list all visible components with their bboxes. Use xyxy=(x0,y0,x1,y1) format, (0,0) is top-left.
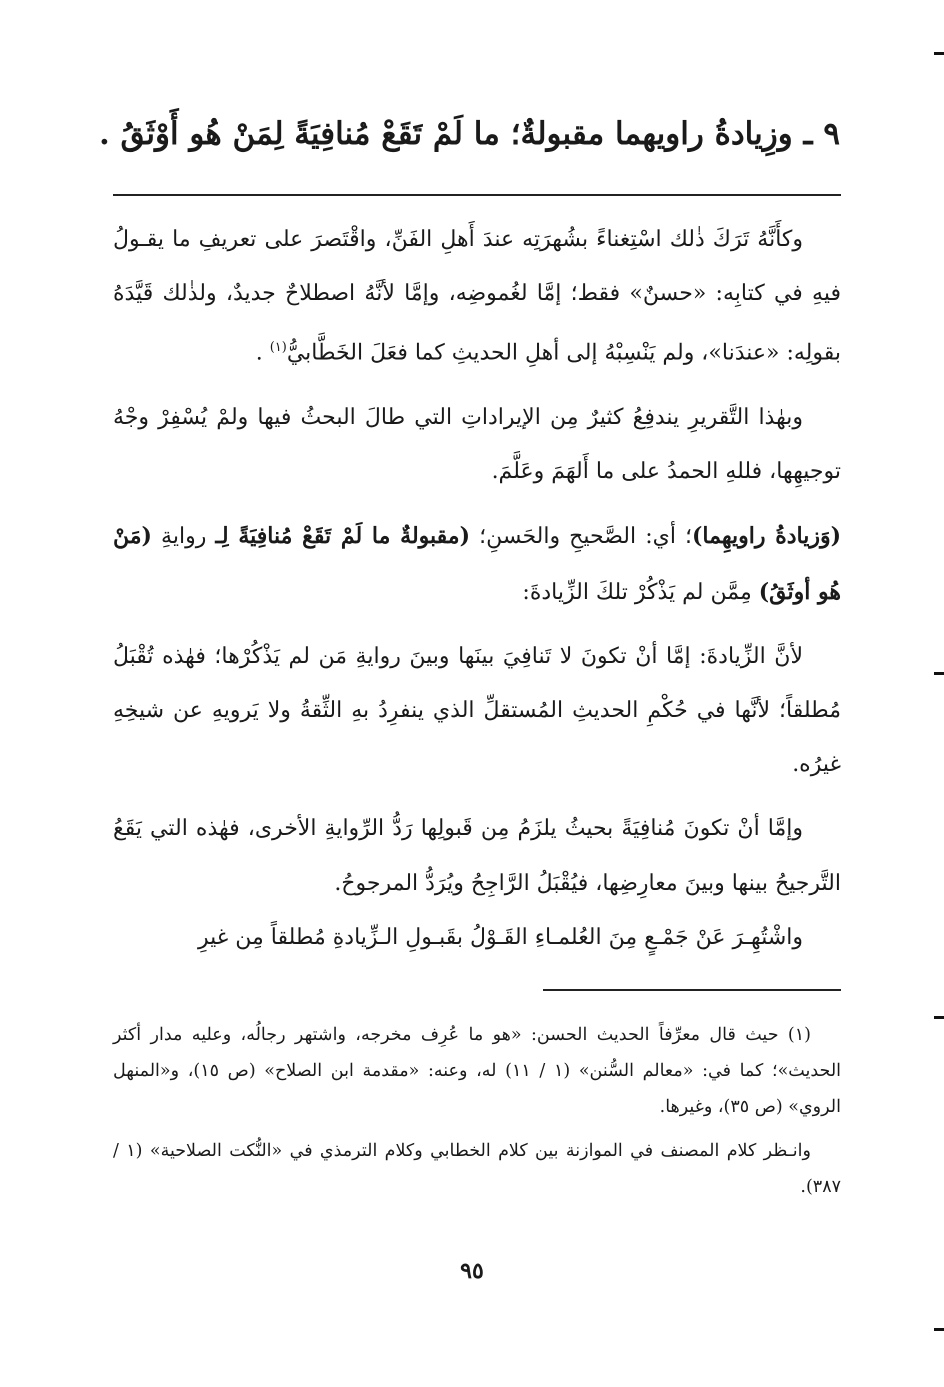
paragraph-4: لأنَّ الزِّيادةَ: إمَّا أنْ تكونَ لا تَنافِيَ بينَها وبينَ روايةِ مَن لم يَذْكُرْها؛ فهٰذه تُقْبَلُ مُطلقاً؛ لأنَّها في حُكْمِ الحديثِ المُستقلِّ الذي ينفرِدُ بهِ الثِّقةُ ولا يَرويهِ عن شيخِهِ غيرُه. xyxy=(113,643,841,778)
paragraph-1-text: وكأَنَّهُ تَرَكَ ذٰلك اسْتِغناءً بشُهرَتِه عندَ أَهلِ الفَنِّ، واقْتَصرَ على تعريفِ ما يقـولُ فيهِ في كتابِه: «حسنٌ» فقط؛ إمَّا لغُموضِه، وإمَّا لأنَّهُ اصطلاحٌ جديدٌ، ولذٰلك قَيَّدَهُ بقولِه: «عندَنا»، ولم يَنْسِبْهُ إلى أهلِ الحديثِ كما فعَلَ الخَطَّابيُّ xyxy=(113,227,841,366)
edge-mark xyxy=(934,1016,944,1019)
paragraph-6: واشْتُهِـرَ عَنْ جَمْـعٍ مِنَ العُلمـاءِ القَـوْلُ بقَبـولِ الـزِّيادةِ مُطلقاً مِن غيرِ xyxy=(198,924,803,950)
edge-mark xyxy=(934,1328,944,1331)
commentary-3: مِمَّن لم يَذْكُرْ تلكَ الزِّيادةَ: xyxy=(522,579,752,605)
footnote-reference: (١) xyxy=(269,340,287,356)
edge-mark xyxy=(934,672,944,675)
footnote-divider xyxy=(543,989,841,991)
edge-mark xyxy=(934,52,944,55)
matn-quote-3: (مَنْ هُو أوثَقُ) xyxy=(113,523,841,605)
paragraph-3 xyxy=(113,509,841,619)
commentary-2: روايةِ xyxy=(161,524,207,550)
section-heading: ٩ ـ وزِيادةُ راويهما مقبولةٌ؛ ما لَمْ تَقَعْ مُنافِيَةً لِمَنْ هُو أَوْثَقُ . xyxy=(98,116,840,152)
matn-quote-2: (مقبولةٌ ما لَمْ تَقَعْ مُنافِيَةً لِـ xyxy=(215,523,470,550)
paragraph-2: وبهٰذا التَّقريرِ يندفِعُ كثيرٌ مِن الإيراداتِ التي طالَ البحثُ فيها ولمْ يُسْفِرْ وجْهُ توجيهِها، فللهِ الحمدُ على ما أَلهَمَ وعَلَّمَ. xyxy=(113,404,841,485)
matn-quote-1: (وَزيادةُ راويهِما) xyxy=(692,523,842,550)
page-number: ٩٥ xyxy=(460,1258,484,1284)
commentary-1: ؛ أي: الصَّحيحِ والحَسنِ؛ xyxy=(479,524,693,550)
heading-divider xyxy=(113,194,841,196)
paragraph-1: وكأَنَّهُ تَرَكَ ذٰلك اسْتِغناءً بشُهرَتِه عندَ أَهلِ الفَنِّ، واقْتَصرَ على تعريفِ ما يقـولُ فيهِ في كتابِه: «حسنٌ» فقط؛ إمَّا لغُموضِه، وإمَّا لأنَّهُ اصطلاحٌ جديدٌ، ولذٰلك قَيَّدَهُ بقولِه: «عندَنا»، ولم يَنْسِبْهُ إلى أهلِ الحديثِ كما فعَلَ الخَطَّابيُّ$^{(١)}$ . xyxy=(113,227,841,366)
footnote-1: (١) حيث قال معرِّفاً الحديث الحسن: «هو ما عُرِف مخرجه، واشتهر رجالُه، وعليه مدار أكثر الحديث»؛ كما في: «معالم السُّنن» (١ / ١١) له، وعنه: «مقدمة ابن الصلاح» (ص ١٥)، و«المنهل الروي» (ص ٣٥)، وغيرها. xyxy=(113,1025,842,1117)
main-text xyxy=(113,213,841,965)
footnote-2: وانـظر كلام المصنف في الموازنة بين كلام الخطابي وكلام الترمذي في «النُّكت الصلاحية» (١ / ٣٨٧). xyxy=(113,1141,841,1197)
paragraph-5: وإمَّا أنْ تكونَ مُنافِيَةً بحيثُ يلزَمُ مِن قَبولِها رَدُّ الرِّوايةِ الأخرى، فهٰذه التي يَقَعُ التَّرجيحُ بينها وبينَ معارِضِها، فيُقْبَلُ الرَّاجِحُ ويُرَدُّ المرجوحُ. xyxy=(113,816,841,896)
footnotes xyxy=(113,1017,841,1205)
